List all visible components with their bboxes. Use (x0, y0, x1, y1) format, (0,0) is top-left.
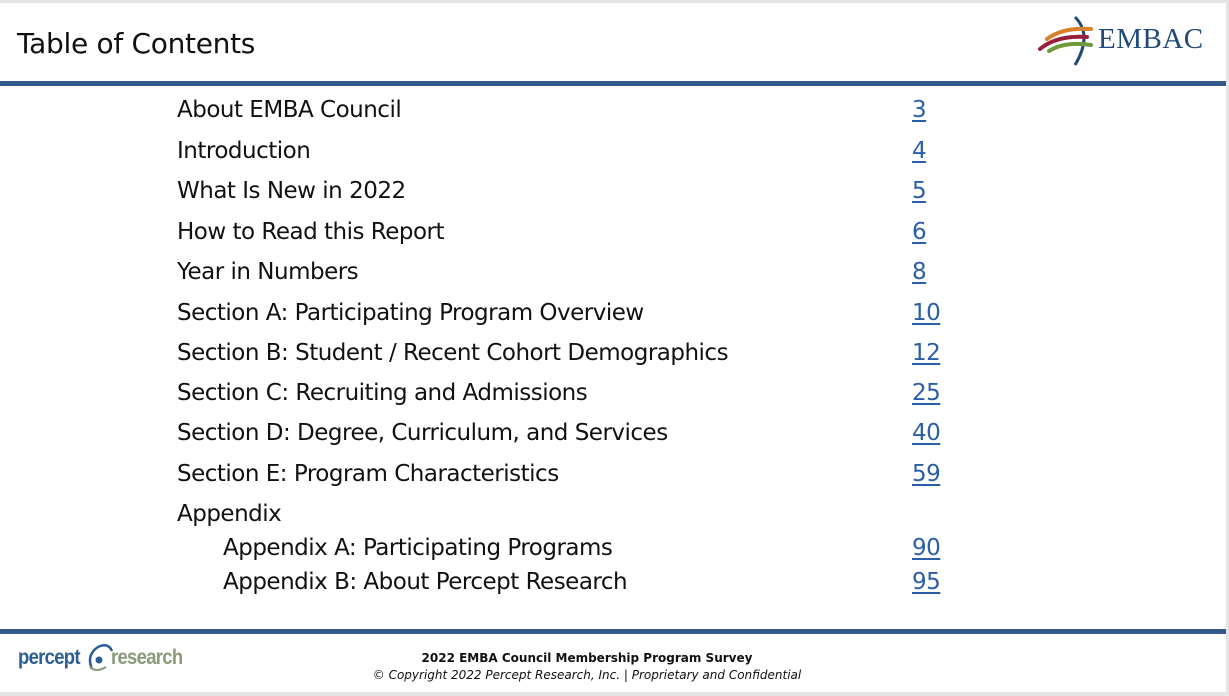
footer-copyright: © Copyright 2022 Percept Research, Inc. | Proprietary and Confidential (372, 668, 802, 682)
embac-swoosh-icon (1035, 15, 1097, 67)
footer-divider (0, 629, 1226, 634)
toc-page-link[interactable]: 25 (912, 380, 941, 406)
toc-item-label: About EMBA Council (177, 97, 402, 123)
toc-page-link[interactable]: 3 (912, 97, 927, 123)
toc-page-link[interactable]: 4 (912, 138, 927, 164)
toc-page-link[interactable]: 59 (912, 461, 941, 487)
toc-page-link[interactable]: 10 (912, 300, 941, 326)
logo-text-research: research (111, 646, 183, 669)
toc-item-label: Section B: Student / Recent Cohort Demographics (177, 340, 729, 366)
toc-item-label: Appendix A: Participating Programs (223, 535, 613, 561)
toc-item-label: Appendix B: About Percept Research (223, 569, 628, 595)
toc-item-label: Year in Numbers (177, 259, 359, 285)
toc-page-link[interactable]: 6 (912, 219, 927, 245)
header-divider (0, 81, 1226, 86)
toc-item-label: Section A: Participating Program Overview (177, 300, 644, 326)
embac-logo (1035, 15, 1210, 67)
toc-page-link[interactable]: 8 (912, 259, 927, 285)
toc-page-link[interactable]: 12 (912, 340, 941, 366)
document-page (0, 3, 1226, 692)
toc-item-label: How to Read this Report (177, 219, 445, 245)
toc-page-link[interactable]: 90 (912, 535, 941, 561)
toc-page-link[interactable]: 5 (912, 178, 927, 204)
toc-page-link[interactable]: 95 (912, 569, 941, 595)
toc-item-appendix-heading: Appendix (177, 501, 282, 527)
toc-item-label: Section E: Program Characteristics (177, 461, 559, 487)
page-title: Table of Contents (17, 27, 256, 60)
toc-item-label: Section C: Recruiting and Admissions (177, 380, 588, 406)
toc-item-label: Section D: Degree, Curriculum, and Services (177, 420, 668, 446)
toc-item-label: What Is New in 2022 (177, 178, 406, 204)
embac-logo-text: EMBAC (1098, 23, 1204, 55)
toc-page-link[interactable]: 40 (912, 420, 941, 446)
toc-item-label: Introduction (177, 138, 311, 164)
footer-title: 2022 EMBA Council Membership Program Survey (421, 651, 753, 665)
logo-text-percept: percept (18, 646, 80, 669)
